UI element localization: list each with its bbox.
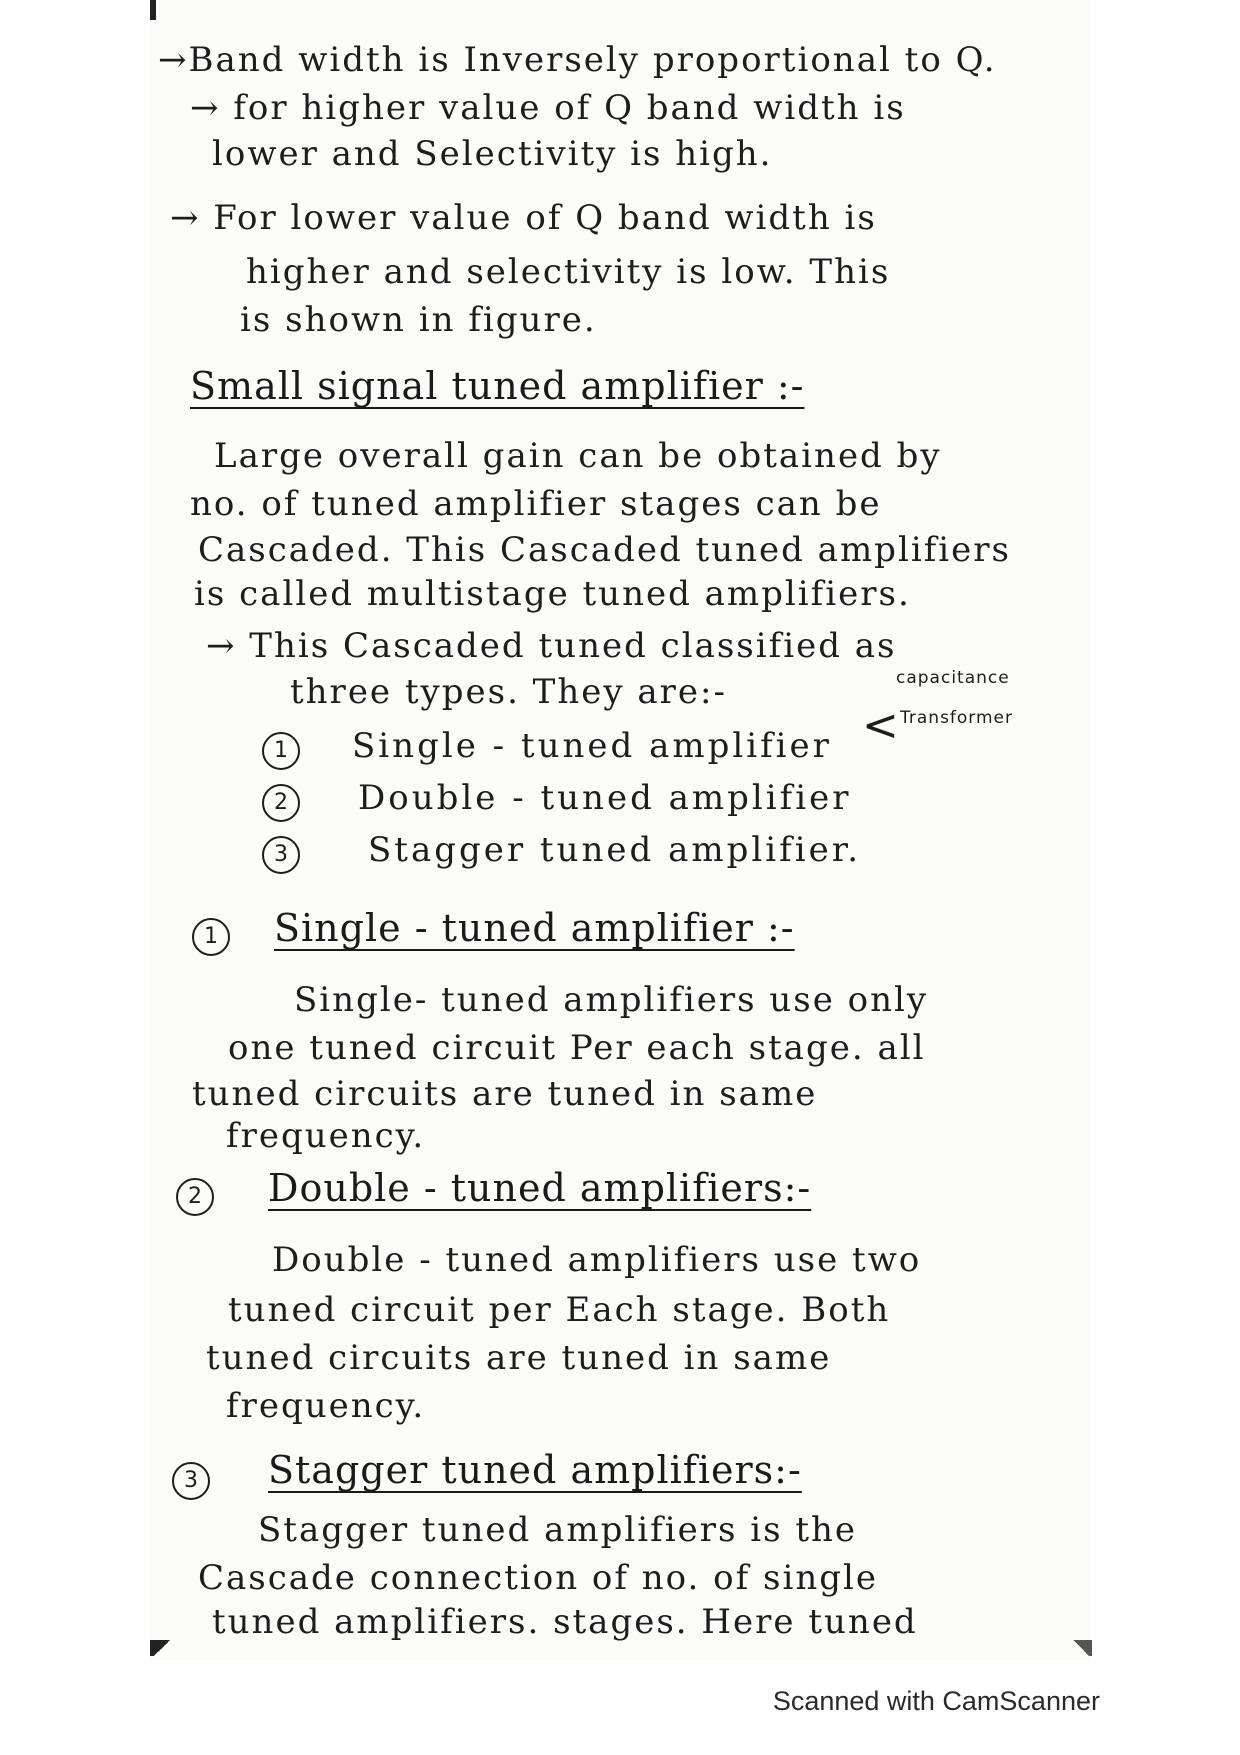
list-number: 3 <box>262 836 300 874</box>
list-item: Stagger tuned amplifier. <box>368 830 862 870</box>
text-line: → This Cascaded tuned classified as <box>206 626 897 666</box>
text-line: →Band width is Inversely proportional to Q. <box>158 40 997 80</box>
text-line: tuned circuit per Each stage. Both <box>228 1290 891 1330</box>
text-line: Stagger tuned amplifiers is the <box>258 1510 858 1550</box>
text-line: Large overall gain can be obtained by <box>214 436 942 476</box>
section-heading-double-tuned <box>268 1166 811 1210</box>
list-number: 2 <box>262 784 300 822</box>
scan-edge <box>150 0 156 20</box>
side-note-transformer: Transformer <box>900 708 1014 728</box>
text-line: Cascaded. This Cascaded tuned amplifiers <box>198 530 1011 570</box>
text-line: → For lower value of Q band width is <box>170 198 877 238</box>
text-line: Cascade connection of no. of single <box>198 1558 879 1598</box>
text-line: Single- tuned amplifiers use only <box>294 980 929 1020</box>
scan-corner-bottom-left <box>150 1640 174 1656</box>
heading-text: Small signal tuned amplifier :- <box>190 364 805 408</box>
text-line: lower and Selectivity is high. <box>212 134 773 174</box>
list-item: Single - tuned amplifier <box>352 726 832 766</box>
heading-text: Stagger tuned amplifiers:- <box>268 1448 802 1492</box>
text-line: is called multistage tuned amplifiers. <box>194 574 911 614</box>
scan-corner-bottom-right <box>1070 1640 1092 1656</box>
section-number: 1 <box>192 918 230 956</box>
side-note-capacitance: capacitance <box>896 668 1010 688</box>
heading-text: Double - tuned amplifiers:- <box>268 1166 812 1210</box>
list-item: Double - tuned amplifier <box>358 778 852 818</box>
side-bracket: < <box>862 700 899 751</box>
section-heading-small-signal <box>190 364 804 408</box>
section-heading-stagger-tuned <box>268 1448 802 1492</box>
text-line: frequency. <box>226 1116 426 1156</box>
text-line: three types. They are:- <box>290 672 727 712</box>
section-number: 3 <box>172 1462 210 1500</box>
text-line: tuned circuits are tuned in same <box>192 1074 818 1114</box>
list-number: 1 <box>262 732 300 770</box>
heading-text: Single - tuned amplifier :- <box>274 906 795 950</box>
section-number: 2 <box>176 1178 214 1216</box>
text-line: is shown in figure. <box>240 300 597 340</box>
text-line: tuned circuits are tuned in same <box>206 1338 832 1378</box>
section-heading-single-tuned <box>274 906 795 950</box>
text-line: higher and selectivity is low. This <box>246 252 891 292</box>
text-line: Double - tuned amplifiers use two <box>272 1240 922 1280</box>
text-line: → for higher value of Q band width is <box>190 88 906 128</box>
text-line: tuned amplifiers. stages. Here tuned <box>212 1602 918 1642</box>
text-line: one tuned circuit Per each stage. all <box>228 1028 926 1068</box>
text-line: frequency. <box>226 1386 426 1426</box>
camscanner-watermark: Scanned with CamScanner <box>772 1686 1100 1716</box>
text-line: no. of tuned amplifier stages can be <box>190 484 882 524</box>
